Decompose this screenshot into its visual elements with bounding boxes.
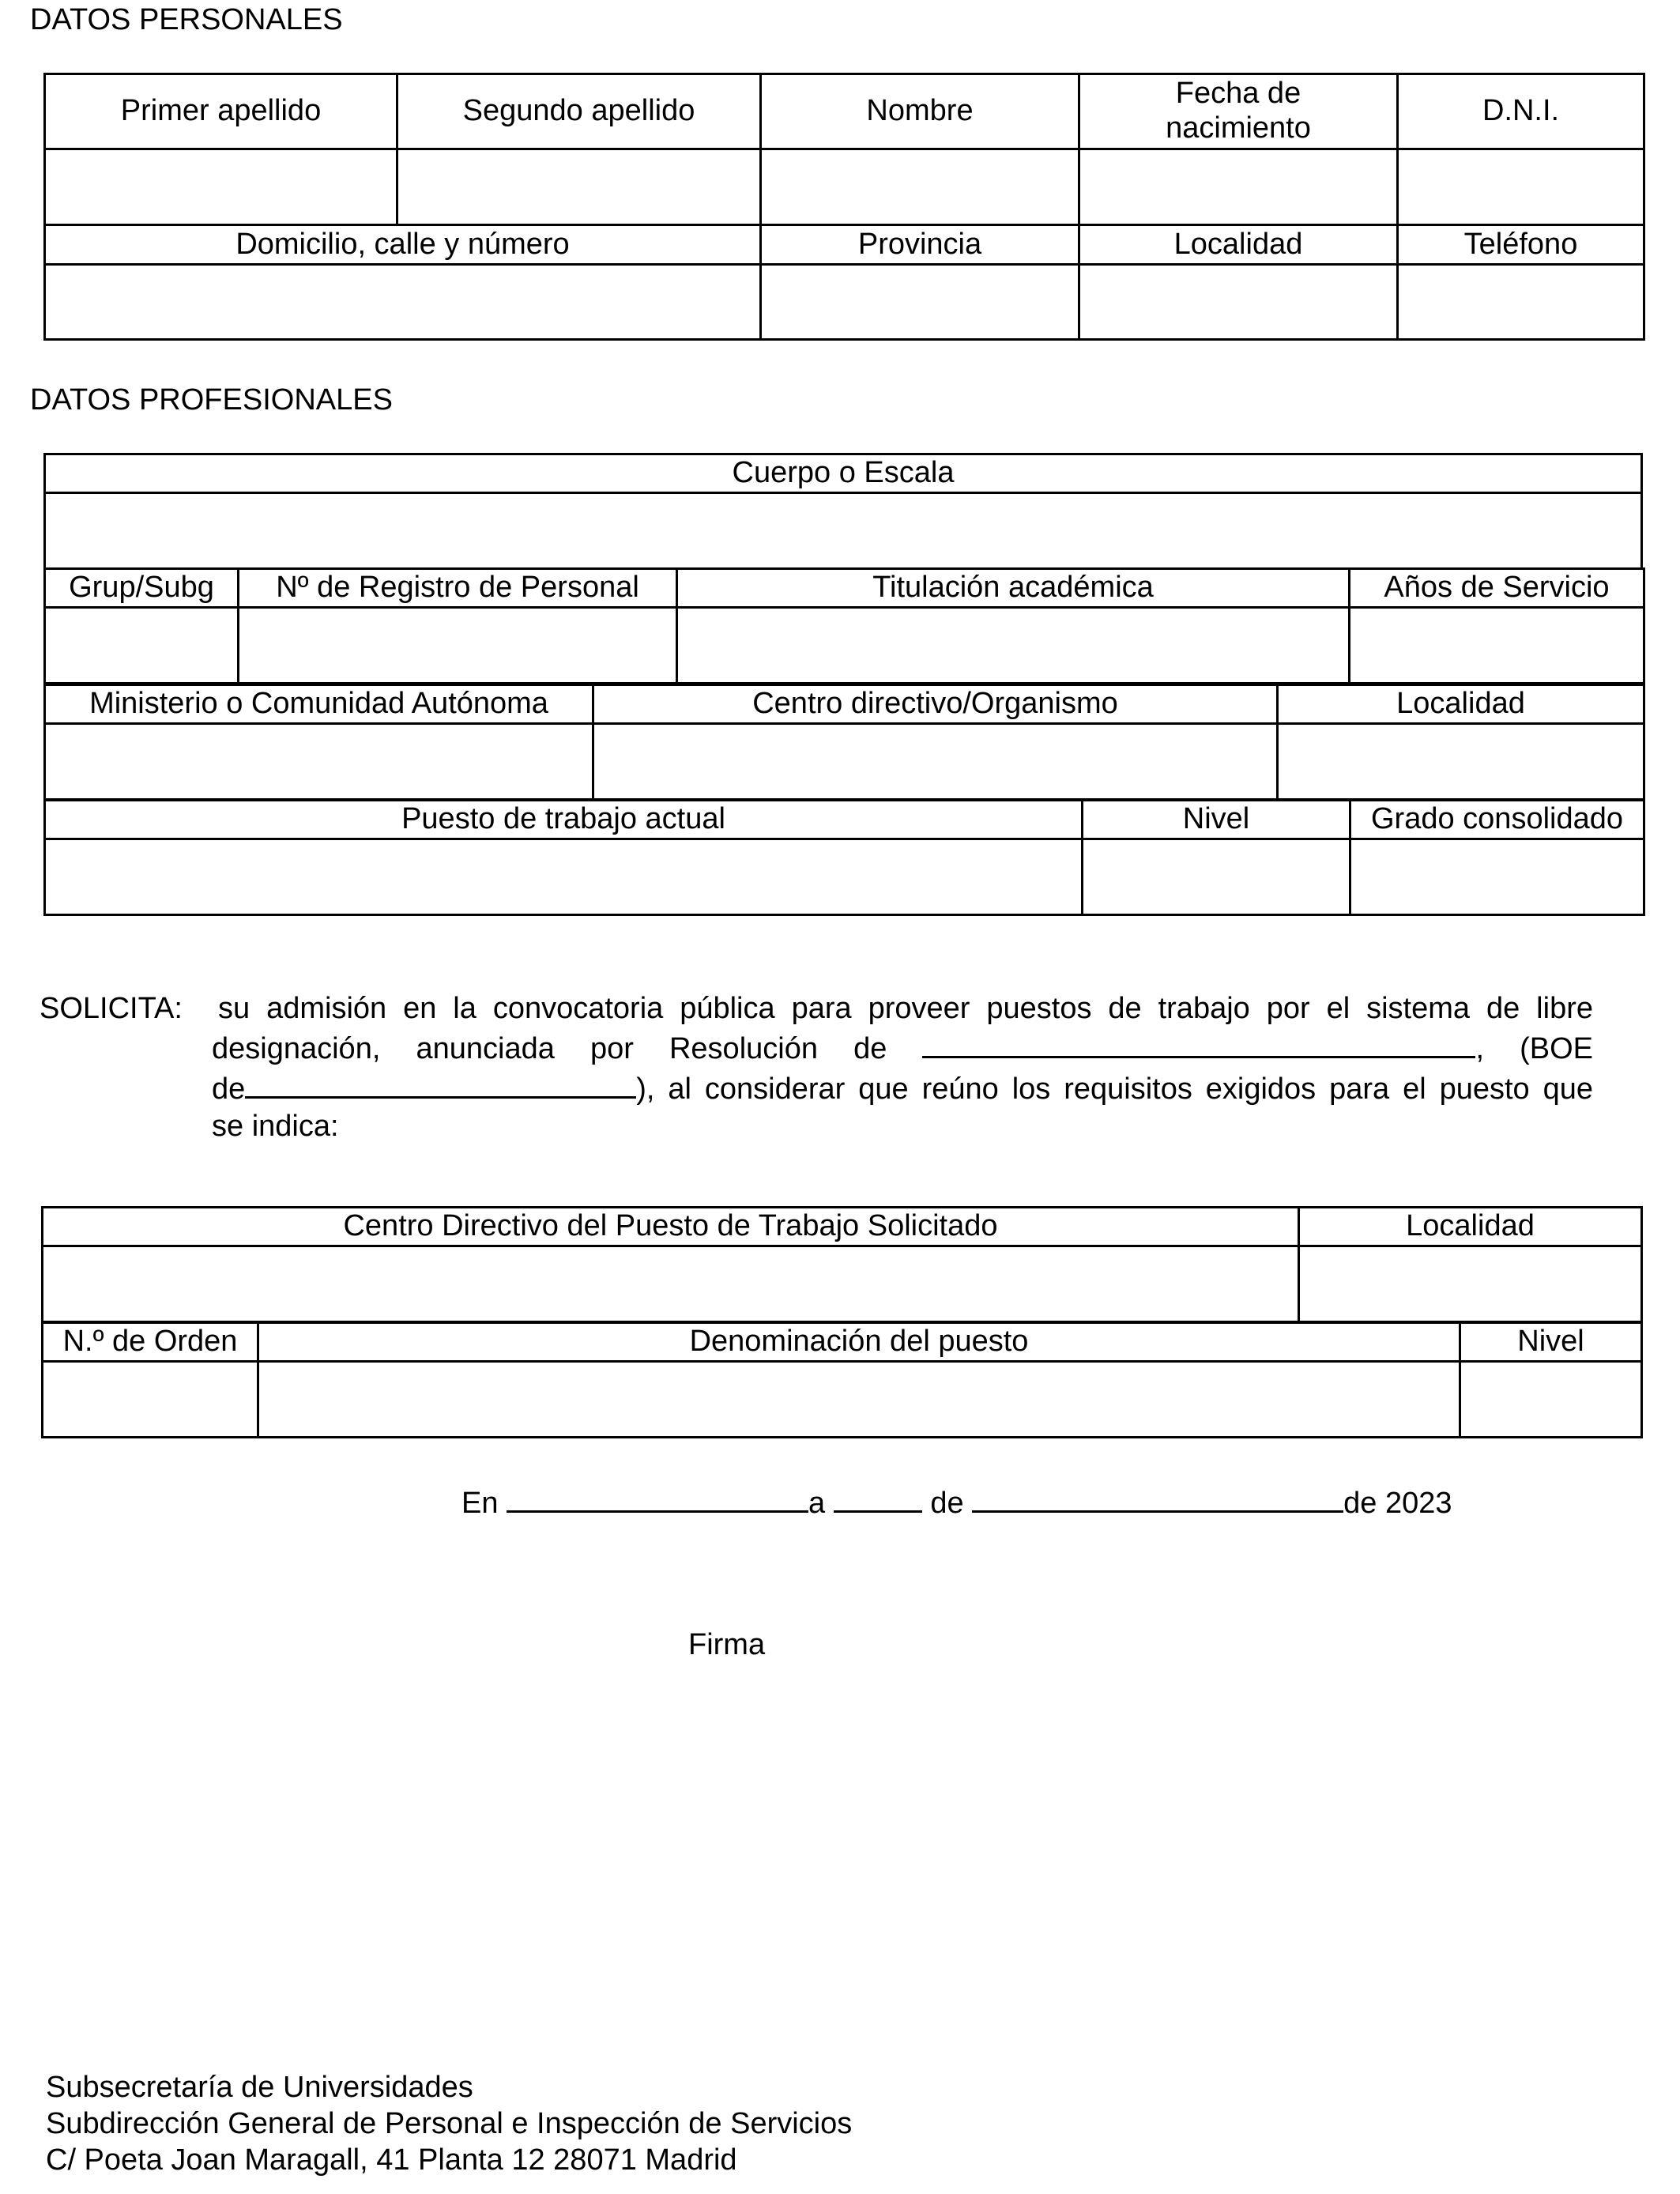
footer-line-1: Subsecretaría de Universidades (46, 2071, 473, 2104)
header-grup-subg: Grup/Subg (45, 569, 239, 608)
place-blank[interactable] (507, 1482, 808, 1513)
denominacion-puesto-field[interactable] (258, 1362, 1460, 1438)
cuerpo-escala-field[interactable] (45, 493, 1642, 569)
solicita-comma: , (1475, 1032, 1485, 1065)
localidad-prof-field[interactable] (1278, 724, 1644, 800)
header-titulacion: Titulación académica (677, 569, 1350, 608)
date-year: de 2023 (1343, 1487, 1452, 1520)
resolucion-blank[interactable] (922, 1027, 1475, 1058)
header-cuerpo-escala: Cuerpo o Escala (45, 454, 1642, 493)
solicita-paragraph (212, 990, 1593, 1145)
header-puesto-actual: Puesto de trabajo actual (45, 801, 1083, 839)
header-centro-solicitado: Centro Directivo del Puesto de Trabajo Solicitado (43, 1208, 1299, 1246)
footer-line-2: Subdirección General de Personal e Inspección de Servicios (46, 2107, 853, 2140)
header-nombre: Nombre (761, 74, 1079, 149)
header-anos-servicio: Años de Servicio (1350, 569, 1644, 608)
header-registro-personal: Nº de Registro de Personal (239, 569, 677, 608)
header-denominacion-puesto: Denominación del puesto (258, 1323, 1460, 1362)
provincia-field[interactable] (761, 265, 1079, 340)
day-blank[interactable] (834, 1482, 922, 1513)
header-fecha-nacimiento: Fecha de nacimiento (1079, 74, 1398, 149)
puesto-solicitado-table (41, 1321, 1643, 1438)
solicita-line-2 (212, 1027, 1593, 1068)
solicita-word: (BOE (1520, 1032, 1594, 1065)
titulacion-field[interactable] (677, 608, 1350, 684)
header-centro-directivo: Centro directivo/Organismo (593, 685, 1278, 724)
solicita-label: SOLICITA: (40, 992, 183, 1025)
puesto-actual-table (43, 799, 1645, 916)
solicita-word: de (212, 1072, 246, 1106)
centro-solicitado-table (41, 1206, 1643, 1323)
header-numero-orden: N.º de Orden (43, 1323, 258, 1362)
segundo-apellido-field[interactable] (397, 149, 761, 225)
header-segundo-apellido: Segundo apellido (397, 74, 761, 149)
header-primer-apellido: Primer apellido (45, 74, 397, 149)
date-line (461, 1482, 1452, 1521)
cuerpo-table (43, 453, 1643, 570)
nivel-actual-field[interactable] (1083, 839, 1350, 915)
header-grado-consolidado: Grado consolidado (1350, 801, 1644, 839)
puesto-actual-field[interactable] (45, 839, 1083, 915)
header-localidad-prof: Localidad (1278, 685, 1644, 724)
boe-blank[interactable] (245, 1068, 636, 1099)
header-nivel-solicitado: Nivel (1460, 1323, 1642, 1362)
ministerio-field[interactable] (45, 724, 593, 800)
date-a: a (808, 1487, 826, 1520)
date-de: de (930, 1487, 964, 1520)
header-telefono: Teléfono (1398, 225, 1644, 265)
header-ministerio: Ministerio o Comunidad Autónoma (45, 685, 593, 724)
personal-data-table (43, 73, 1645, 341)
solicita-word: designación, (212, 1032, 381, 1065)
solicita-line-4: se indica: (212, 1110, 339, 1143)
numero-orden-field[interactable] (43, 1362, 258, 1438)
personal-data-heading: DATOS PERSONALES (30, 3, 343, 36)
grup-subg-field[interactable] (45, 608, 239, 684)
solicita-word: de (853, 1032, 887, 1065)
primer-apellido-field[interactable] (45, 149, 397, 225)
registro-personal-field[interactable] (239, 608, 677, 684)
domicilio-field[interactable] (45, 265, 761, 340)
header-localidad-solicitada: Localidad (1299, 1208, 1642, 1246)
localidad-field[interactable] (1079, 265, 1398, 340)
fecha-nacimiento-field[interactable] (1079, 149, 1398, 225)
professional-data-heading: DATOS PROFESIONALES (30, 383, 393, 417)
month-blank[interactable] (972, 1482, 1343, 1513)
header-provincia: Provincia (761, 225, 1079, 265)
solicita-line-1: su admisión en la convocatoria pública para proveer puestos de trabajo por el sistema de libre (218, 992, 1593, 1025)
solicita-word: por (590, 1032, 634, 1065)
signature-label: Firma (688, 1628, 766, 1661)
solicita-word: Resolución (669, 1032, 818, 1065)
centro-solicitado-field[interactable] (43, 1246, 1299, 1322)
nombre-field[interactable] (761, 149, 1079, 225)
organismo-table (43, 684, 1645, 801)
solicita-line-3 (212, 1068, 1593, 1108)
nivel-solicitado-field[interactable] (1460, 1362, 1642, 1438)
dni-field[interactable] (1398, 149, 1644, 225)
centro-directivo-field[interactable] (593, 724, 1278, 800)
grado-consolidado-field[interactable] (1350, 839, 1644, 915)
header-dni: D.N.I. (1398, 74, 1644, 149)
localidad-solicitada-field[interactable] (1299, 1246, 1642, 1322)
solicita-word: anunciada (416, 1032, 555, 1065)
telefono-field[interactable] (1398, 265, 1644, 340)
registro-table (43, 567, 1645, 684)
header-nivel-actual: Nivel (1083, 801, 1350, 839)
anos-servicio-field[interactable] (1350, 608, 1644, 684)
header-localidad: Localidad (1079, 225, 1398, 265)
footer-line-3: C/ Poeta Joan Maragall, 41 Planta 12 28071 Madrid (46, 2143, 737, 2177)
date-en: En (461, 1487, 499, 1520)
header-domicilio: Domicilio, calle y número (45, 225, 761, 265)
solicita-word: ), al considerar que reúno los requisitos exigidos para el puesto que (636, 1072, 1593, 1106)
